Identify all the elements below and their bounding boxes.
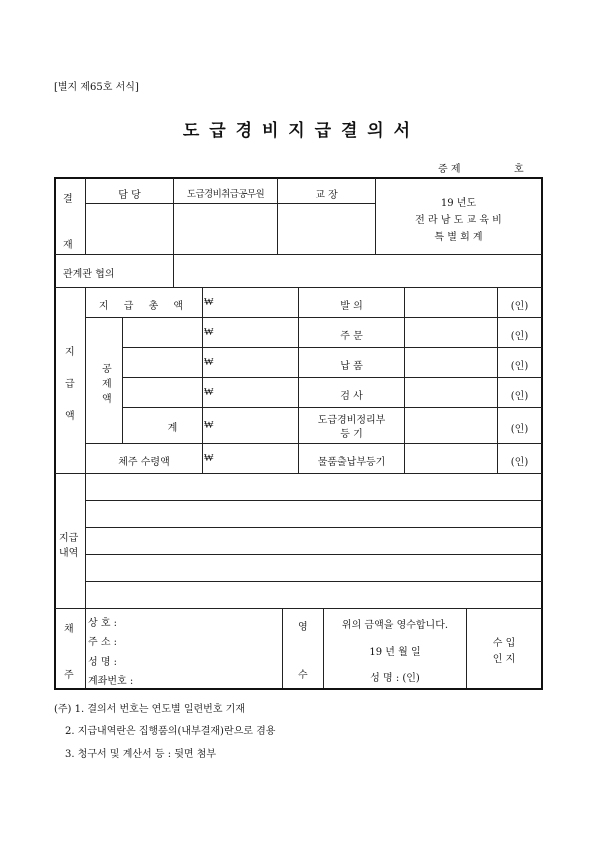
seal-mark-inspection: (인) <box>510 391 529 402</box>
deduct-amount-field-2[interactable] <box>215 348 297 377</box>
approval-col-official: 도급경비취급공무원 <box>186 189 265 200</box>
approval-col-principal: 교 장 <box>315 190 338 201</box>
sign-field-goods-ledger[interactable] <box>405 444 497 473</box>
approval-label-bottom: 재 <box>63 240 73 251</box>
deduct-amount-field-3[interactable] <box>215 378 297 407</box>
seal-mark-goods-ledger: (인) <box>510 457 529 468</box>
deduction-label-2: 제 <box>102 379 112 390</box>
sign-field-initiate[interactable] <box>405 288 497 317</box>
revenue-stamp-label-1: 수 입 <box>492 638 516 649</box>
won-sign-deduct-1: ₩ <box>204 327 214 338</box>
actual-amount-field[interactable] <box>215 444 297 473</box>
total-amount-label: 지 급 총 액 <box>98 301 190 312</box>
approval-sign-box-principal[interactable] <box>278 204 375 254</box>
note-3: 3. 청구서 및 계산서 등 : 뒷면 첨부 <box>65 749 217 760</box>
approval-col-staff: 담 당 <box>118 190 141 201</box>
details-row[interactable] <box>86 582 541 608</box>
creditor-address-field[interactable] <box>140 629 280 647</box>
creditor-company-field[interactable] <box>140 610 280 628</box>
details-row[interactable] <box>86 555 541 581</box>
note-1: (주) 1. 결의서 번호는 연도별 일련번호 기재 <box>54 704 245 715</box>
label-inspection: 검 사 <box>340 391 363 402</box>
consult-label: 관계관 협의 <box>63 269 115 280</box>
details-row[interactable] <box>86 474 541 500</box>
creditor-side-label-2: 주 <box>64 670 74 681</box>
note-2: 2. 지급내역란은 집행품의(내부결재)란으로 겸용 <box>65 726 276 737</box>
label-order: 주 문 <box>340 331 363 342</box>
details-row[interactable] <box>86 528 541 554</box>
approval-sign-box-staff[interactable] <box>86 204 173 254</box>
consult-field[interactable] <box>174 255 541 287</box>
creditor-side-label-1: 채 <box>64 624 74 635</box>
won-sign-total: ₩ <box>204 297 214 308</box>
payment-side-label-3: 액 <box>65 411 75 422</box>
deduction-label-3: 액 <box>102 394 112 405</box>
details-label-2: 내역 <box>59 548 79 559</box>
receipt-date: 19 년 월 일 <box>369 647 421 658</box>
account-name: 전 라 남 도 교 육 비 <box>415 215 502 226</box>
label-ledger-2: 등 기 <box>340 429 363 440</box>
total-amount-field[interactable] <box>215 288 297 317</box>
creditor-name-label: 성 명 : <box>88 657 118 668</box>
won-sign-actual: ₩ <box>204 453 214 464</box>
form-number-label: [별지 제65호 서식] <box>54 82 139 93</box>
details-row[interactable] <box>86 501 541 527</box>
subtotal-amount-field[interactable] <box>215 408 297 443</box>
label-goods-ledger: 물품출납부등기 <box>317 457 386 468</box>
receipt-side-label-2: 수 <box>298 670 308 681</box>
sign-field-delivery[interactable] <box>405 348 497 377</box>
receipt-statement: 위의 금액을 영수합니다. <box>341 620 449 631</box>
creditor-company-label: 상 호 : <box>88 618 118 629</box>
creditor-account-field[interactable] <box>140 668 280 686</box>
approval-sign-box-official[interactable] <box>174 204 277 254</box>
details-label-1: 지급 <box>59 533 79 544</box>
approval-label-top: 결 <box>63 194 73 205</box>
payment-side-label-2: 급 <box>65 379 75 390</box>
creditor-account-label: 계좌번호 : <box>88 676 134 687</box>
won-sign-deduct-3: ₩ <box>204 387 214 398</box>
fiscal-year: 19 년도 <box>440 198 477 209</box>
receipt-signature: 성 명 : (인) <box>370 673 420 684</box>
doc-number-prefix: 증 제 <box>438 164 461 175</box>
label-delivery: 납 품 <box>340 361 363 372</box>
revenue-stamp-label-2: 인 지 <box>492 654 516 665</box>
deduction-label-1: 공 <box>102 364 112 375</box>
seal-mark-initiate: (인) <box>510 301 529 312</box>
sign-field-order[interactable] <box>405 318 497 347</box>
doc-number-suffix: 호 <box>514 164 524 175</box>
label-initiate: 발 의 <box>340 301 363 312</box>
page-title: 도 급 경 비 지 급 결 의 서 <box>182 121 413 141</box>
payment-side-label-1: 지 <box>65 347 75 358</box>
account-type: 특 별 회 계 <box>434 232 483 243</box>
label-ledger-1: 도급경비정리부 <box>317 415 386 426</box>
subtotal-label: 계 <box>167 423 178 434</box>
sign-field-ledger[interactable] <box>405 408 497 443</box>
won-sign-deduct-2: ₩ <box>204 357 214 368</box>
seal-mark-ledger: (인) <box>510 424 529 435</box>
actual-received-label: 체주 수령액 <box>118 457 170 468</box>
won-sign-subtotal: ₩ <box>204 420 214 431</box>
seal-mark-delivery: (인) <box>510 361 529 372</box>
creditor-name-field[interactable] <box>140 649 280 667</box>
sign-field-inspection[interactable] <box>405 378 497 407</box>
receipt-side-label-1: 영 <box>298 622 308 633</box>
deduct-amount-field-1[interactable] <box>215 318 297 347</box>
creditor-address-label: 주 소 : <box>88 637 118 648</box>
seal-mark-order: (인) <box>510 331 529 342</box>
